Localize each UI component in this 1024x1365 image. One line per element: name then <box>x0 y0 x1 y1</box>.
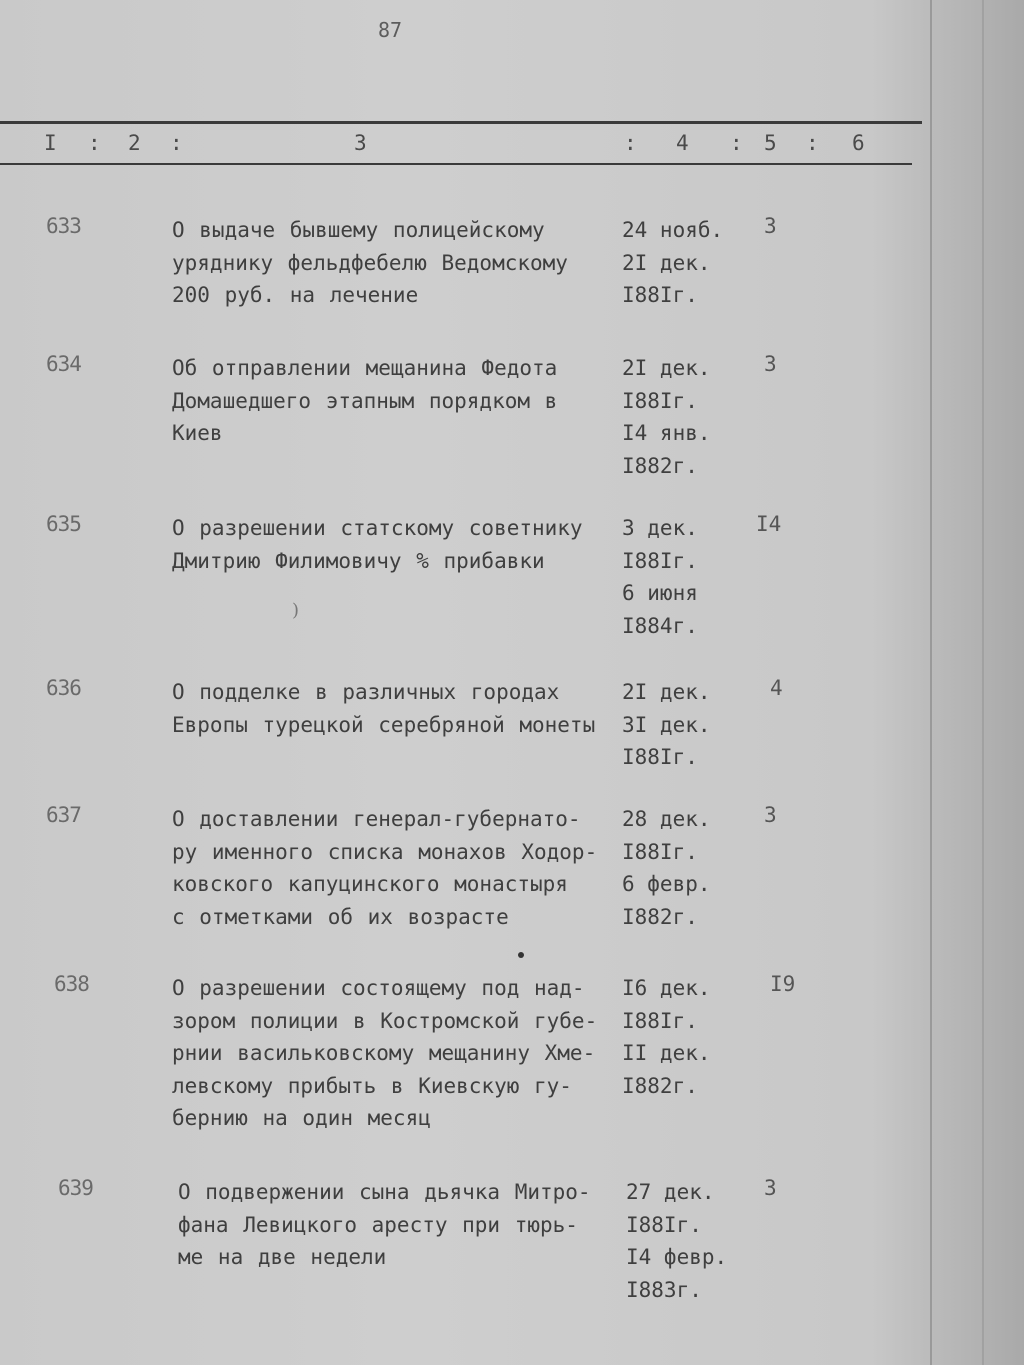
record-description <box>172 352 632 450</box>
record-dates <box>626 1176 746 1306</box>
column-header-4: 4 <box>676 131 689 155</box>
record-description <box>172 676 632 741</box>
description-line: зором полиции в Костромской губе- <box>172 1008 598 1033</box>
record-sheet-count: I4 <box>756 512 782 536</box>
record-description <box>172 803 632 933</box>
header-bottom-rule <box>0 163 912 165</box>
header-top-rule <box>0 121 922 124</box>
description-line: фана Левицкого аресту при тюрь- <box>178 1212 578 1237</box>
date-line: 24 нояб. <box>622 218 724 242</box>
description-line: О разрешении статскому советнику <box>172 516 583 540</box>
date-line: I88Iг. <box>622 388 698 413</box>
record-sheet-count: 3 <box>764 214 777 238</box>
description-line: О выдаче бывшему полицейскому <box>172 218 545 242</box>
page-edge <box>930 0 932 1365</box>
date-line: I6 дек. <box>622 976 711 1000</box>
description-line: ме на две недели <box>178 1245 387 1269</box>
record-description <box>172 214 632 312</box>
column-separator: : <box>730 131 743 155</box>
stray-pencil-mark: ) <box>292 600 300 621</box>
record-number: 634 <box>46 352 81 376</box>
record-number: 635 <box>46 512 81 536</box>
record-number: 633 <box>46 214 81 238</box>
description-line: левскому прибыть в Киевскую гу- <box>172 1073 572 1098</box>
description-line: ковского капуцинского монастыря <box>172 872 568 896</box>
description-line: рнии васильковскому мещанину Хме- <box>172 1041 596 1065</box>
record-sheet-count: 4 <box>770 676 783 700</box>
date-line: 2I дек. <box>622 680 711 704</box>
record-sheet-count: I9 <box>770 972 796 996</box>
date-line: 3I дек. <box>622 712 711 737</box>
record-sheet-count: 3 <box>764 803 777 827</box>
record-sheet-count: 3 <box>764 1176 777 1200</box>
date-line: I88Iг. <box>622 283 698 307</box>
column-separator: : <box>88 131 101 155</box>
column-header-3: 3 <box>354 131 367 155</box>
description-line: Европы турецкой серебряной монеты <box>172 712 596 737</box>
date-line: 2I дек. <box>622 356 711 380</box>
date-line: I882г. <box>622 453 698 478</box>
record-description <box>178 1176 638 1274</box>
date-line: I88Iг. <box>622 1008 698 1033</box>
description-line: О разрешении состоящему под над- <box>172 976 585 1000</box>
record-number: 636 <box>46 676 81 700</box>
description-line: О доставлении генерал-губернато- <box>172 807 581 831</box>
date-line: 2I дек. <box>622 250 711 275</box>
description-line: бернию на один месяц <box>172 1106 431 1130</box>
date-line: II дек. <box>622 1041 711 1065</box>
date-line: I4 янв. <box>622 421 711 445</box>
description-line: Киев <box>172 421 223 445</box>
description-line: Об отправлении мещанина Федота <box>172 356 558 380</box>
date-line: I882г. <box>622 904 698 929</box>
description-line: О подделке в различных городах <box>172 680 560 704</box>
description-line: Дмитрию Филимовичу % прибавки <box>172 548 545 573</box>
description-line: 200 руб. на лечение <box>172 283 419 307</box>
date-line: 27 дек. <box>626 1180 715 1204</box>
date-line: I88Iг. <box>622 548 698 573</box>
date-line: 6 февр. <box>622 872 711 896</box>
page-number: 87 <box>378 18 403 42</box>
page-edge <box>982 0 984 1365</box>
record-dates <box>622 972 742 1102</box>
date-line: I88Iг. <box>622 745 698 769</box>
date-line: 3 дек. <box>622 516 698 540</box>
record-dates <box>622 803 742 933</box>
description-line: ру именного списка монахов Ходор- <box>172 839 598 864</box>
date-line: I884г. <box>622 613 698 638</box>
column-header-1: I <box>44 131 57 155</box>
record-dates <box>622 512 742 642</box>
date-line: 28 дек. <box>622 807 711 831</box>
date-line: I88Iг. <box>622 839 698 864</box>
ink-dot <box>518 952 524 958</box>
column-header-6: 6 <box>852 131 865 155</box>
date-line: I882г. <box>622 1073 698 1098</box>
column-header-5: 5 <box>764 131 777 155</box>
record-number: 638 <box>54 972 89 996</box>
record-dates <box>622 676 742 774</box>
column-separator: : <box>806 131 819 155</box>
date-line: I88Iг. <box>626 1212 702 1237</box>
description-line: О подвержении сына дьячка Митро- <box>178 1180 591 1204</box>
record-description <box>172 972 632 1135</box>
record-number: 639 <box>58 1176 93 1200</box>
date-line: I883г. <box>626 1277 702 1302</box>
record-number: 637 <box>46 803 81 827</box>
date-line: I4 февр. <box>626 1245 728 1269</box>
record-sheet-count: 3 <box>764 352 777 376</box>
date-line: 6 июня <box>622 581 698 605</box>
description-line: уряднику фельдфебелю Ведомскому <box>172 250 568 275</box>
record-dates <box>622 352 742 482</box>
record-dates <box>622 214 742 312</box>
description-line: с отметками об их возрасте <box>172 904 509 929</box>
column-separator: : <box>624 131 637 155</box>
column-header-2: 2 <box>128 131 141 155</box>
column-separator: : <box>170 131 183 155</box>
description-line: Домашедшего этапным порядком в <box>172 388 558 413</box>
record-description <box>172 512 632 577</box>
